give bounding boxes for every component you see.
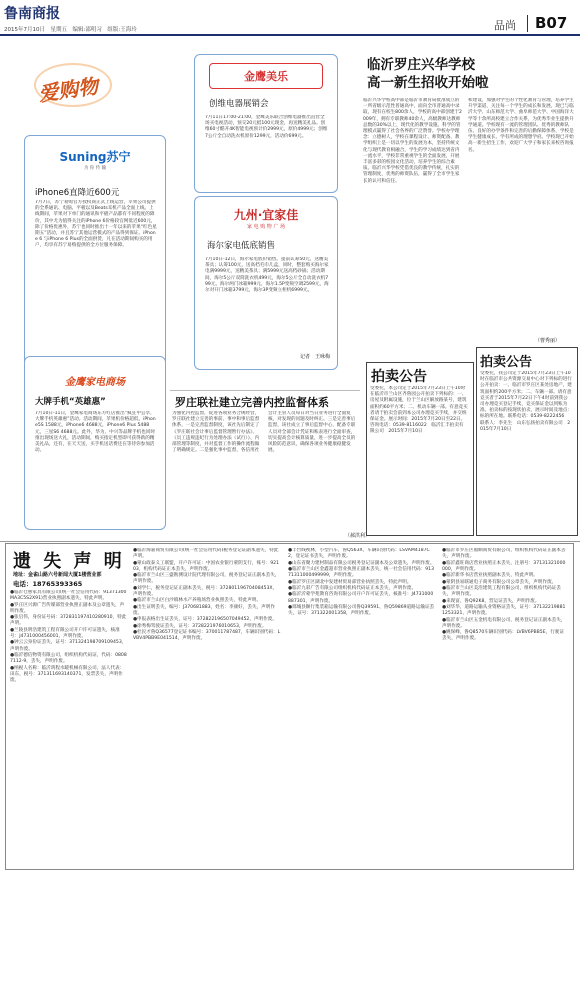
- page-number: B07: [535, 14, 568, 32]
- lost-notice-entry: ●临沂市兰山区美浩建筑工程有限公司，组织机构代码证丢失，声明作废。: [442, 585, 561, 598]
- lost-notice-entry: ●钟云云身份证丢失，证号：371324198709109453，声明作废。: [10, 640, 127, 652]
- lost-notice-entry: ●杜民才鲁Q36577登记证书编号：370011787487，车辆识别代码：LVBV4PBB9E041514，声明作废。: [133, 630, 281, 642]
- lost-notice-entry: ●临沂鑫旺商店营业执照正本丢失，注册号：37131321000000，声明作废。: [442, 560, 566, 572]
- lost-notice-entry: ●刘华华，道路运输从业资格证丢失，证号：371322198811253321，声明作废。: [442, 604, 566, 617]
- masthead: 鲁南商报: [4, 6, 60, 22]
- jinying-ad: [24, 356, 166, 530]
- school-body-left: 临沂兴华学校高中部是临沂市教育局批准成立的一所省级示范性普通高中，面向全市普通高中录取，现有在校生800余人，学校的高中部创建于2009年，拥有专职教师40余人，高级教师达教师总数的30%以上，现代化的教学设施、科学的管理模式赢得了社会各界的广泛赞誉。学校办学理念：立德树人，学校在课程设计、师资配备、教学组织上是一切以学生的发展为本，坚持传统文化与现代教育相融合，学生的学习成绩达到省内一流水平，学校非常重视学生的全面发展，开展丰富多彩的校园文化活动，培养学生的综合素质。临沂兴华学校凭借优良的教学传统，扎实的管理制度，优秀的师资队伍，赢得了全市学生家长的认可和信任。: [363, 98, 462, 184]
- jinying-title: 大牌手机“英雄惠”: [35, 397, 106, 407]
- section-logo-swoosh: [34, 63, 112, 107]
- lost-notice-entry: ●蒙山政泰义工联盟，开户许可证：中国农业银行蒙阴支行，账号：92103，机构代码证正本丢失，声明作废。: [133, 560, 279, 572]
- lost-column-4: [442, 548, 568, 862]
- lost-notice-entry: ●姚保峰，鲁Q8570车辆识别代码：LVBV6PBB5E，行驶证丢失，声明作废。: [442, 630, 564, 642]
- gome-logo: 金鹰美乐: [244, 70, 288, 83]
- lost-notice-entry: ●徐秀梅驾驶证丢失，证号：3728221976010653，声明作废。: [133, 623, 267, 629]
- lost-notice-entry: ●临沂德信物资有限公司，组织机构代码证，代码：08087112-9，丢失，声明作废。: [10, 652, 127, 665]
- lost-notice-entry: ●临沂市兰山区白沙镇林水产养殖场营业执照丢失，特此声明。: [133, 598, 262, 604]
- lost-notice-entry: ●刘学仁，税务登记证正副本丢失，税号：37280119670408453X，声明作废。: [133, 585, 278, 597]
- header-divider: [527, 15, 528, 32]
- lost-notices-address: 地址：金雀山路六号新闻大厦1楼营业部: [13, 572, 102, 578]
- issue-line: 2015年7月10日 星期五 编辑:邵明习 组版:王海玲: [4, 27, 137, 33]
- auction2-body: 受委托，我公司定于2015年7月23日上午10时在临沂市公共资源交易中心对下列标的进行公开拍卖：一、临沂市罗庄区某处房地产，建筑面积约200平方米；二、车辆一部。请有意竞买者于2015年7月22日下午4时前到我公司办理竞买登记手续，竞买保证金以到账为准。拍卖标的按现状拍卖，展示时间及地点：标的所在地。联系电话：0539-8222456 联系人：李先生 山东弘扬拍卖有限公司 2015年7月10日: [480, 371, 572, 432]
- jiuzhou-logo: 九州·宜家佳: [233, 208, 299, 222]
- lost-notice-entry: ●蒙阴县易联通电子商务有限公司公章丢失，声明作废。: [442, 579, 557, 585]
- school-title-line2: 高一新生招收开始啦: [367, 75, 489, 91]
- lost-notice-entry: ●郯城县顺行集装箱运输有限公司鲁Q39591、鲁Q59869道路运输证丢失，证号：371322001358，声明作废。: [288, 604, 435, 617]
- school-body-right: 和建设，加强对学生的个性化教育与管理，培养学生升学渠道，关注每一个学生的成长和发展，现已与临沂大学、山东师范大学、曲阜师范大学、中国海洋大学等十余所高校建立合作关系，为优秀毕业生提供升学通道。学校现有一流的管理团队、优秀的教师队伍、良好的办学条件和完善的后勤保障体系，学校是学生健康成长、学有所成的理想学府。学校现已开始高一新生招生工作，欢迎广大学子和家长来校咨询报名。: [468, 98, 574, 153]
- lost-column-3: [288, 548, 436, 862]
- lost-notice-entry: ●临沂新华书店营业执照副本丢失，特此声明。: [442, 573, 538, 579]
- lost-notices-phone: 电话：18765393365: [13, 580, 83, 588]
- jiuzhou-ad: [194, 196, 338, 370]
- section-rule: [0, 541, 580, 542]
- lost-notice-entry: ●来现富，鲁Q92K8，营运证丢失，声明作废。: [442, 598, 540, 604]
- suning-logo-sub: 为 你 传 输: [83, 165, 107, 171]
- lost-notice-entry: ●临沂市兰山区五金机电有限公司，税务登记证正副本丢失，声明作废。: [442, 617, 566, 629]
- lost-notice-entry: ●临沂仓惠家具有限公司(统一社会信用代码：91371300MA3C5S2X91)营业执照副本遗失，特此声明。: [10, 590, 127, 602]
- jiuzhou-title: 海尔家电低底销售: [207, 241, 276, 251]
- supervision-body: 为强化内控监督，促进各项业务合规经营，罗庄联社建立完善的事前、事中和事后监督体系，一是完善监督制度，该社先后制定了《罗庄联社会计事后监督管理暂行办法》、《员工违规违纪行为处理办法（试行）》、内部管理等制度，并对监督工作的操作流程做了明确规定。二是强化事中监督，各信用社会计主管人员每日对当日业务进行全面复核，对发现的问题及时纠正。三是完善事后监督，该社成立了事后监督中心，配备专职人员对全部会计凭证和账表进行全面审查，切实提高会计核算质量，进一步提高全员的风险防范意识，确保各项业务健康稳健发展。: [172, 411, 356, 454]
- school-author: （曹秀丽）: [535, 338, 561, 344]
- jinying-body: 7月10日-11日，金鹰家电商场东方红店推出“疯狂甲公享，大牌手机英雄惠”活动。活动期间，苹果机价格超低，iPhone5S 1588元，iPhone6 4688元，iPhone6 Plus 5488元，三星S6 4688元。此外，华为，中兴等品牌手机也同时推出现场送大礼，活动期间，购买指定机型即可获得新的精美礼品，还有，在天天送，买手机送话费还在等待你参加活动。: [35, 411, 156, 454]
- jinying-logo: 金鹰家电商场: [65, 376, 125, 388]
- lost-notice-entry: ●临沂沂蒙学苑教育咨询有限公司开户许可证丢失，核准号：J4731000887301，声明作废。: [288, 592, 434, 604]
- gome-body: 7月11日17:00-21:00，金鹰美乐联合创维电器推出直营全场买电视活动，预交20元抵100元现金，再送精美礼品。创维60寸酷开4K智能电视预计价2999元，原价4999元；创维7公斤全自动洗衣机原价1299元，活动价699元。: [205, 115, 328, 139]
- auction1-title: 拍卖公告: [371, 369, 427, 385]
- gome-ad: [194, 54, 338, 193]
- lost-notice-entry: ●临沂市罗庄区福顺商贸有限公司，组织机构代码证正副本丢失，声明作废。: [442, 548, 566, 560]
- jiuzhou-author: 记者 王咏梅: [300, 354, 331, 360]
- lost-notice-entry: ●罗庄区兴源广告传媒部营业执照正副本及公章遗失，声明作废。: [10, 602, 125, 614]
- header-rule: [0, 34, 580, 36]
- lost-notice-entry: ●丰台线视林，小型汽车，鲁Q563X，车辆识别代码：LSVAM4187C2，登记证书丢失，声明作废。: [288, 548, 430, 560]
- supervision-rule: [170, 390, 360, 391]
- lost-notice-entry: ●临沂罗庄区湖北中发建材贸易部营业执照丢失，特此声明。: [288, 579, 412, 585]
- jiuzhou-body: 7月10日-12日，海尔家电底价销售。提前认筹50元，送精美茶具；认筹100元，送高档毛巾几盒，同时，整套购买海尔家电满9999元，送精美茶具；满5999元送高档砂锅；活动期间，海尔5公斤双筒洗衣机499元，海尔5公斤全自动洗衣机799元，海尔两门冰箱999元，海尔1.5P变频空调2599元，海尔对开门冰箱3799元，海尔3P变频立柜机6999元。: [205, 257, 329, 294]
- supervision-title: 罗庄联社建立完善内控监督体系: [175, 396, 329, 409]
- suning-logo: Suning苏宁: [59, 149, 131, 164]
- school-article-title: [367, 56, 489, 92]
- lost-notice-entry: ●临沂九彩广告有限公司组织机构代码证正本丢失，声明作废。: [288, 585, 417, 591]
- supervision-author: （郝洪利）: [345, 533, 371, 539]
- lost-notice-entry: ●纳税人名称：临沂鸿程水暖机械有限公司，法人代表：田东，税号：371311693140371，发票丢失，声明作废。: [10, 665, 125, 683]
- gome-title: 创维电器展销会: [209, 99, 269, 109]
- lost-notice-entry: ●临沂市兰山区金鑫超市营业执照正副本丢失，统一社会信用代码：91371311000499999，声明作废。: [288, 566, 434, 579]
- lost-column-1: [10, 590, 127, 862]
- lost-notice-entry: ●临沂海嘉商贸有限公司(统一社会信用代码)税务登记证副本遗失，特此声明。: [133, 548, 279, 560]
- suning-title: iPhone6直降近600元: [35, 188, 120, 198]
- suning-ad: [24, 135, 166, 385]
- lost-notice-entry: ●出生证明丢失，编号：J370681883，姓名：李颜好，丢失，声明作废。: [133, 604, 275, 616]
- school-title-line1: 临沂罗庄兴华学校: [367, 57, 475, 73]
- lost-notice-entry: ●山东省聚力建材制品有限公司税务登记证副本及公章遗失，声明作废。: [288, 560, 435, 566]
- section-logo: 爱购物: [36, 73, 100, 107]
- jiuzhou-logo-sub: 家 电 购 物 广 场: [247, 224, 285, 230]
- lost-notice-entry: ●兰陵县明浩建筑工程有限公司开户许可证遗失，核准号：J4731000456001，声明作废。: [10, 627, 120, 639]
- lost-notice-entry: ●临沂市兰山区三盛勘测设计院代理有限公司，税务登记证正副本丢失，声明作废。: [133, 573, 280, 585]
- lost-notice-entry: ●张启伟，身份证号码：372831197410280910，特此声明。: [10, 615, 127, 627]
- auction2-title: 拍卖公告: [480, 355, 533, 370]
- pin-label: 品尚: [494, 19, 516, 32]
- lost-notices-title: 遗 失 声 明: [13, 551, 125, 572]
- lost-column-2: [133, 548, 281, 862]
- lost-notice-entry: ●申报表格出生证丢失，证号：372822196507049452，声明作废。: [133, 617, 277, 623]
- auction1-body: 受委托，本公司定于2015年7月23日上午10时在临沂市兰山区齐鲁园公开拍卖下列标的：一、房屋及附属设施，位于兰山区解放路某号，建筑面积约60平方米；二、机动车辆一部。有意竞买者请于拍卖会前到本公司办理竞买手续，并交纳保证金。展示时间：2015年7月20日至22日。咨询电话：0539-8116022 临沂汇丰拍卖有限公司 2015年7月10日: [370, 386, 468, 435]
- suning-body: 7月7日，苏宁易购官方授权商正式上线运营，苹果公司提供的全系通讯、电脑、平板以及Beats耳机产品全面上线。上线期间，苹果对下单门的通讯和平板产品都有不同程度的降价，其中尤为值得关注的iPhone 6价格较官网低近600元，除了价格优惠外，苏宁也同时推出十一年以来的苹果“红色星期五”活动，并且苏宁其他运营模式的产品得到保证。iPhone 6 与iPhone 6 Plus的全面供货，凡在活动期间购买的用户，均享有苏宁易购提供的全方位服务保障。: [35, 200, 157, 249]
